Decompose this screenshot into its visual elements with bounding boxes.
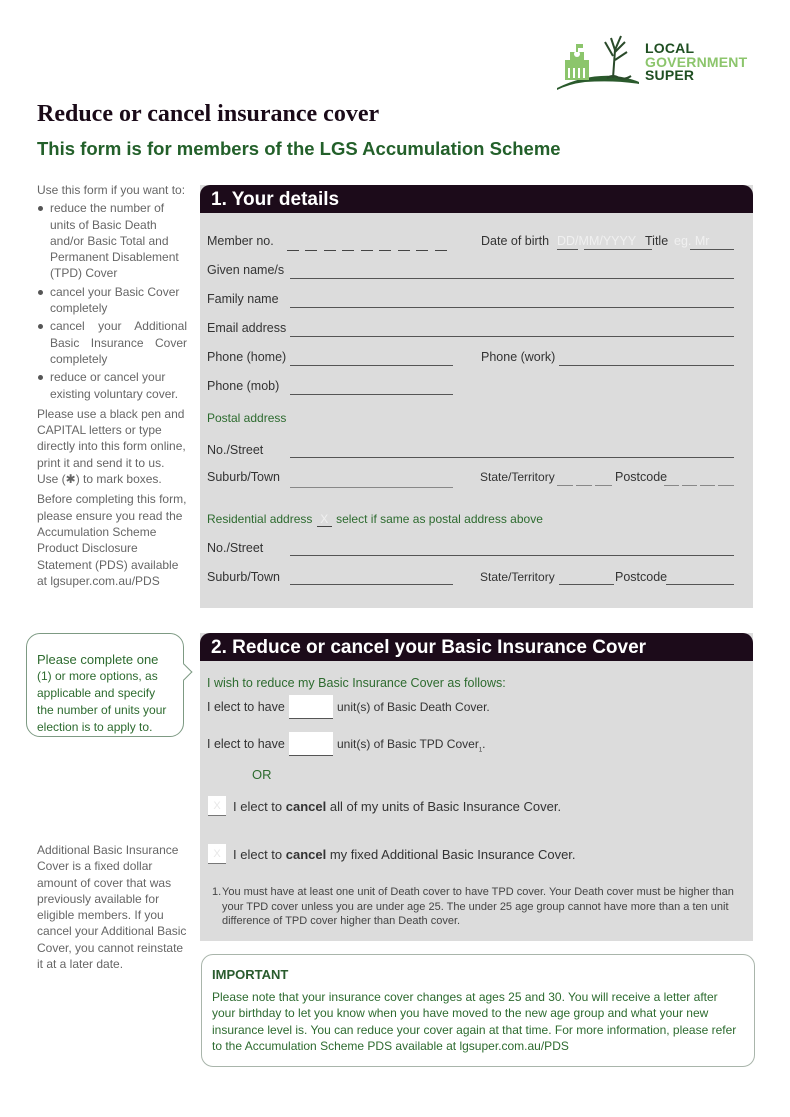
residential-heading-label: Residential address [207,512,313,526]
postal-state-label: State/Territory [480,470,555,484]
postal-suburb-label: Suburb/Town [207,470,280,484]
logo-line-local: LOCAL [645,40,695,56]
important-notice [201,954,755,1067]
postal-postcode-label: Postcode [615,470,668,484]
member-no-label: Member no. [207,234,274,248]
tpd-footnote-mark: 1 [478,747,483,754]
residential-suburb-label: Suburb/Town [207,570,280,584]
phone-home-label: Phone (home) [207,350,287,364]
postal-street-label: No./Street [207,443,264,457]
title-label: Title [645,234,669,248]
email-label: Email address [207,321,287,335]
death-suffix: unit(s) of Basic Death Cover. [337,700,490,714]
important-heading: IMPORTANT [212,967,289,982]
sidebar-usage [37,182,187,589]
residential-suburb-input[interactable] [290,584,453,585]
tpd-suffix: unit(s) of Basic TPD Cover [337,737,479,751]
sidebar-bullet-list [37,200,187,402]
phone-mob-label: Phone (mob) [207,379,280,393]
cancel-all-bold: cancel [285,799,327,814]
dob-label: Date of birth [481,234,550,248]
phone-work-label: Phone (work) [481,350,556,364]
title-placeholder: eg. Mr [674,234,710,248]
email-input[interactable] [290,336,734,337]
logo-line-government: GOVERNMENT [645,53,748,70]
cancel-additional-prefix: I elect to [233,847,286,862]
section-2-title: 2. Reduce or cancel your Basic Insurance Cover [200,633,753,661]
residential-postcode-label: Postcode [615,570,668,584]
sidebar-pds-note: Before completing this form, please ensure you read the Accumulation Scheme Product Disclosure Statement (PDS) available at lgsuper.com.au/PDS [37,492,187,588]
postal-suburb-input[interactable] [290,487,453,488]
postal-street-input[interactable] [290,457,734,458]
callout-text: (1) or more options, as applicable and specify the number of units your election is to apply to. [37,669,167,734]
cancel-additional-suffix: my fixed Additional Basic Insurance Cover. [326,847,576,862]
footnote-number: 1. [212,886,222,898]
tpd-prefix: I elect to have [207,737,285,751]
member-no-input[interactable] [287,237,452,251]
residential-street-label: No./Street [207,541,264,555]
death-units-input[interactable] [289,695,333,719]
lgs-logo [555,30,770,92]
phone-home-input[interactable] [290,365,453,366]
dob-input[interactable] [557,233,653,251]
postal-state-input[interactable] [557,485,614,487]
cancel-all-checkbox[interactable]: X [208,796,226,816]
family-name-input[interactable] [290,307,734,308]
sidebar-bullet: cancel your Basic Cover completely [37,284,187,317]
page-subtitle: This form is for members of the LGS Accumulation Scheme [37,138,561,159]
tpd-suffix-wrap: unit(s) of Basic TPD Cover$_1$. [337,737,486,754]
cancel-additional-checkbox[interactable]: X [208,844,226,864]
dob-placeholder: DD/MM/YYYY [557,234,637,248]
sidebar-intro: Use this form if you want to: [37,183,186,197]
footnote-text: You must have at least one unit of Death cover to have TPD cover. Your Death cover must be higher than your TPD cover unless you are under age 25. The under 25 age group cannot have more than a ten unit difference of TPD cover higher than Death cover. [222,886,734,927]
residential-postcode-input[interactable] [666,584,734,585]
cancel-all-prefix: I elect to [233,799,286,814]
given-names-label: Given name/s [207,263,285,277]
sidebar-bullet: reduce the number of units of Basic Death and/or Basic Total and Permanent Disablement (TPD) Cover [37,200,187,281]
residential-state-label: State/Territory [480,570,555,584]
same-as-postal-checkbox[interactable]: X [317,512,332,527]
logo-line-super: SUPER [645,67,695,83]
cancel-additional-bold: cancel [285,847,327,862]
death-prefix: I elect to have [207,700,285,714]
tpd-units-input[interactable] [289,732,333,756]
important-text: Please note that your insurance cover changes at ages 25 and 30. You will receive a letter after your birthday to let you know when you have moved to the new age group and what your new insurance level is. You can reduce your cover again at that time. For more information, please refer to the Accumulation Scheme PDS available at lgsuper.com.au/PDS [212,990,737,1053]
cancel-additional-label [233,847,576,862]
family-name-label: Family name [207,292,279,306]
callout-lead: Please complete one [37,652,159,667]
cancel-all-suffix: all of my units of Basic Insurance Cover. [326,799,562,814]
sidebar-instructions: Please use a black pen and CAPITAL letters or type directly into this form online, print it and send it to us. Use (✱) to mark boxes. [37,406,186,487]
additional-basic-note: Additional Basic Insurance Cover is a fixed dollar amount of cover that was previously available for eligible members. If you cancel your Additional Basic Cover, you cannot reinstate it at a later date. [37,843,187,972]
reduce-intro: I wish to reduce my Basic Insurance Cover as follows: [207,676,506,690]
postal-address-heading: Postal address [207,411,287,425]
same-as-postal-label: select if same as postal address above [336,512,543,526]
or-label: OR [252,767,272,782]
instruction-callout [26,633,184,737]
residential-address-heading [207,512,543,527]
logo-tree-icon [555,30,645,92]
section-reduce-cancel [200,633,753,941]
cancel-all-label [233,799,561,814]
title-input[interactable] [672,233,734,251]
section-your-details [200,185,753,608]
section-1-title: 1. Your details [200,185,753,213]
sidebar-bullet: cancel your Additional Basic Insurance Cover completely [37,318,187,367]
residential-state-input[interactable] [559,584,614,585]
tpd-footnote [212,885,742,929]
given-names-input[interactable] [290,278,734,279]
phone-work-input[interactable] [559,365,734,366]
sidebar-bullet: reduce or cancel your existing voluntary cover. [37,369,187,402]
residential-street-input[interactable] [290,555,734,556]
postal-postcode-input[interactable] [664,485,734,487]
page-title: Reduce or cancel insurance cover [37,101,380,127]
phone-mob-input[interactable] [290,394,453,395]
